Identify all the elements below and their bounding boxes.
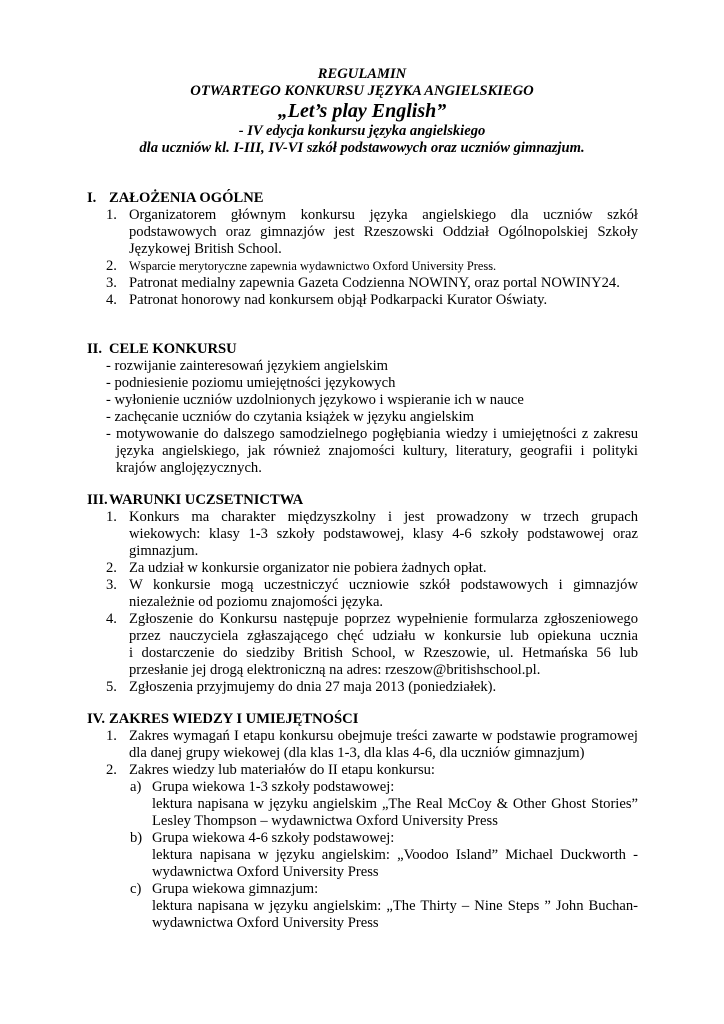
section-4-title: ZAKRES WIEDZY I UMIEJĘTNOŚCI [109,711,359,727]
section-4-list [106,728,638,779]
sublist-item: b) Grupa wiekowa 4-6 szkoły podstawowej: lektura napisana w języku angielskim: „Voodoo Island” Michael Duckworth - wydawnictwa Oxford University Press [130,830,638,880]
list-item-continuation: krajów anglojęzycznych. [116,460,262,476]
list-item: 1. Organizatorem głównym konkursu języka angielskiego dla uczniów szkół podstawowych oraz gimnazjów jest Rzeszowski Oddział Ogólnopolskiej Szkoły Językowej British School. [106,207,638,257]
section-3-title: WARUNKI UCZSETNICTWA [109,492,304,508]
list-item: 4. Zgłoszenie do Konkursu następuje poprzez wypełnienie formularza zgłoszeniowego przez nauczyciela zgłaszającego chęć udziału w konkursie lub opiekuna ucznia i dostarczenie do siedziby British School, w Rzeszowie, ul. Hetmańska 56 lub przesłanie jej drogą elektroniczną na adres: rzeszow@britishschool.pl. [106,611,638,678]
section-1-list [106,207,638,309]
list-item: 5. Zgłoszenia przyjmujemy do dnia 27 maja 2013 (poniedziałek). [106,679,497,695]
section-4-sublist [130,779,638,932]
section-1-number: I. [87,190,97,206]
section-3-heading [87,492,303,509]
section-3-list [106,509,638,696]
list-item: 2. Za udział w konkursie organizator nie pobiera żadnych opłat. [106,560,487,576]
sublist-item: c) Grupa wiekowa gimnazjum: lektura napisana w języku angielskim: „The Thirty – Nine Steps ” John Buchan- wydawnictwa Oxford University Press [130,881,638,931]
list-item: 1. Konkurs ma charakter międzyszkolny i jest prowadzony w trzech grupach wiekowych: klasy 1-3 szkoły podstawowej, klasy 4-6 szkoły podstawowej oraz gimnazjum. [106,509,638,559]
section-1-heading [87,190,264,207]
list-item: - motywowanie do dalszego samodzielnego pogłębiania wiedzy i umiejętności z zakresu [106,426,638,442]
list-item: 2. Wsparcie merytoryczne zapewnia wydawnictwo Oxford University Press. [106,258,497,274]
list-item: 2. Zakres wiedzy lub materiałów do II etapu konkursu: [106,762,435,778]
list-item: - zachęcanie uczniów do czytania książek w języku angielskim [106,409,474,425]
sublist-item: a) Grupa wiekowa 1-3 szkoły podstawowej: lektura napisana w języku angielskim „The Real McCoy & Other Ghost Stories” Lesley Thompson – wydawnictwa Oxford University Press [130,779,638,829]
list-item: - rozwijanie zainteresowań językiem angielskim [106,358,389,374]
section-2-title: CELE KONKURSU [109,341,237,357]
section-4-heading [87,711,358,728]
section-2-list [106,358,638,477]
list-item: 4. Patronat honorowy nad konkursem objął Podkarpacki Kurator Oświaty. [106,292,548,308]
list-item: - podniesienie poziomu umiejętności językowych [106,375,396,391]
section-2-number: II. [87,341,103,357]
list-item: 3. Patronat medialny zapewnia Gazeta Codzienna NOWINY, oraz portal NOWINY24. [106,275,620,291]
document-header [0,66,724,157]
list-item: 3. W konkursie mogą uczestniczyć uczniowie szkół podstawowych i gimnazjów niezależnie od poziomu znajomości języka. [106,577,638,610]
section-2-heading [87,341,237,358]
section-1-title: ZAŁOŻENIA OGÓLNE [109,190,264,206]
header-audience: dla uczniów kl. I-III, IV-VI szkół podstawowych oraz uczniów gimnazjum. [139,140,585,156]
section-4-number: IV. [87,711,105,727]
list-item: - wyłonienie uczniów uzdolnionych językowo i wspieranie ich w nauce [106,392,524,408]
header-regulamin: REGULAMIN [317,66,407,82]
header-edition: - IV edycja konkursu języka angielskiego [238,123,486,139]
list-item: 1. Zakres wymagań I etapu konkursu obejmuje treści zawarte w podstawie programowej dla danej grupy wiekowej (dla klas 1-3, dla klas 4-6, dla uczniów gimnazjum) [106,728,638,761]
document-title: „Let’s play English” [277,100,447,122]
section-3-number: III. [87,492,108,508]
list-item-continuation: języka angielskiego, jak również znajomości kultury, literatury, geografii i polityki [116,443,638,459]
header-contest-name: OTWARTEGO KONKURSU JĘZYKA ANGIELSKIEGO [190,83,534,99]
